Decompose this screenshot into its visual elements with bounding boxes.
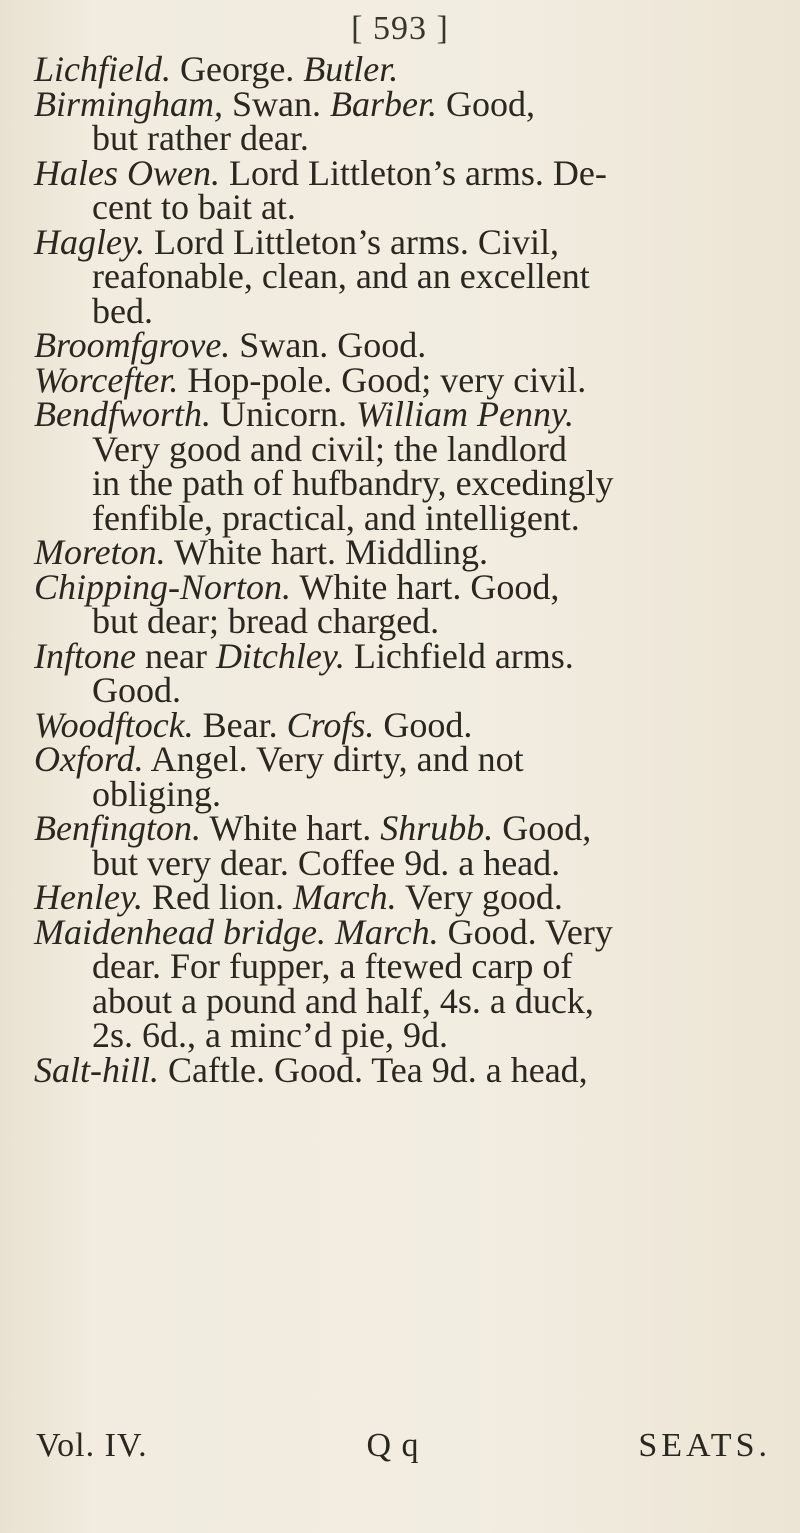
place-name: Woodftock. [34, 704, 194, 745]
inn-remark: Good. Very [447, 911, 613, 952]
inn-entry [34, 221, 770, 331]
inn-entry [34, 49, 770, 89]
inn-entry [34, 739, 770, 814]
inn-entry [34, 325, 770, 365]
inn-name: White hart. Good, [299, 566, 560, 607]
landlord-name: Crofs. [286, 704, 375, 745]
inn-entry [34, 83, 770, 158]
place-name: Hales Owen. [34, 152, 220, 193]
catchword: SEATS. [638, 1427, 771, 1464]
inn-entry [34, 704, 770, 745]
inn-name: Swan. Good. [239, 325, 427, 365]
inn-remark: Good, [502, 808, 592, 848]
landlord-name: Barber. [330, 83, 437, 124]
place-name: Moreton. [34, 532, 166, 572]
landlord-name: March. [292, 877, 397, 917]
inn-remark: Very good. [404, 877, 563, 917]
place-name: Benfington. [34, 808, 201, 848]
place-name: Birmingham, [34, 83, 223, 124]
landlord-name: Butler. [303, 49, 399, 89]
inn-entry [34, 532, 770, 572]
place-name: Chipping-Norton. [34, 566, 292, 607]
place-name: Lichfield. [34, 49, 171, 89]
place-name: Oxford. [34, 739, 144, 779]
inn-name: Angel. Very dirty, and not [150, 739, 524, 779]
inn-name: Red lion. [151, 877, 284, 917]
entry-continuation: cent to bait at. [92, 187, 296, 227]
inn-list [34, 49, 770, 1090]
place-name: Salt-hill. [34, 1049, 159, 1090]
inn-entry [34, 877, 770, 917]
inn-entry [34, 635, 770, 710]
inn-remark: Good. [383, 704, 473, 745]
inn-entry [34, 152, 770, 227]
entry-continuation: Very good and civil; the landlord [92, 428, 567, 469]
entry-continuation: reafonable, clean, and an excellent [92, 256, 590, 296]
entry-continuation: obliging. [92, 773, 222, 814]
entry-continuation: but rather dear. [92, 118, 309, 158]
inn-name: Swan. [232, 83, 321, 124]
page-footer [36, 1427, 771, 1465]
entry-continuation: Good. [92, 670, 181, 710]
inn-name: Bear. [202, 704, 278, 745]
inn-name: near [144, 635, 207, 676]
inn-name: Lord Littleton’s arms. Civil, [153, 221, 559, 262]
inn-entry [34, 359, 770, 400]
inn-name: Hop-pole. Good; very civil. [187, 359, 587, 400]
place-name: Hagley. [34, 221, 145, 262]
place-name: Worcefter. [34, 359, 179, 400]
inn-entry [34, 911, 770, 1055]
place-name: Henley. [34, 877, 143, 917]
landlord-name: March. [334, 911, 439, 952]
landlord-name: William Penny. [355, 394, 574, 434]
landlord-name: Ditchley. [215, 635, 345, 676]
inn-entry [34, 1049, 770, 1090]
place-name: Broomfgrove. [34, 325, 231, 365]
entry-continuation: fenfible, practical, and intelligent. [92, 497, 580, 538]
inn-name: George. [180, 49, 295, 89]
inn-entry [34, 566, 770, 641]
entry-continuation: but very dear. Coffee 9d. a head. [92, 842, 561, 883]
inn-name: White hart. Middling. [174, 532, 488, 572]
inn-name: Caftle. Good. Tea 9d. a head, [168, 1049, 588, 1090]
inn-name: Unicorn. [220, 394, 347, 434]
inn-remark: Lichfield arms. [353, 635, 574, 676]
entry-continuation: in the path of hufbandry, excedingly [92, 463, 614, 503]
inn-entry [34, 808, 770, 883]
landlord-name: Shrubb. [380, 808, 494, 848]
place-name: Bendfworth. [34, 394, 211, 434]
entry-continuation: but dear; bread charged. [92, 601, 440, 641]
inn-entry [34, 394, 770, 538]
inn-name: Lord Littleton’s arms. De- [228, 152, 607, 193]
entry-continuation: about a pound and half, 4s. a duck, [92, 980, 594, 1021]
place-name: Maidenhead bridge. [34, 911, 326, 952]
volume-label: Vol. IV. [36, 1427, 148, 1464]
inn-name: White hart. [209, 808, 372, 848]
inn-remark: Good, [446, 83, 535, 124]
entry-continuation: 2s. 6d., a minc’d pie, 9d. [92, 1015, 448, 1055]
signature-mark: Q q [366, 1427, 420, 1464]
entry-continuation: bed. [92, 290, 153, 331]
place-name: Inftone [34, 635, 136, 676]
page-number: [ 593 ] [351, 10, 449, 47]
entry-continuation: dear. For fupper, a ftewed carp of [92, 946, 573, 986]
